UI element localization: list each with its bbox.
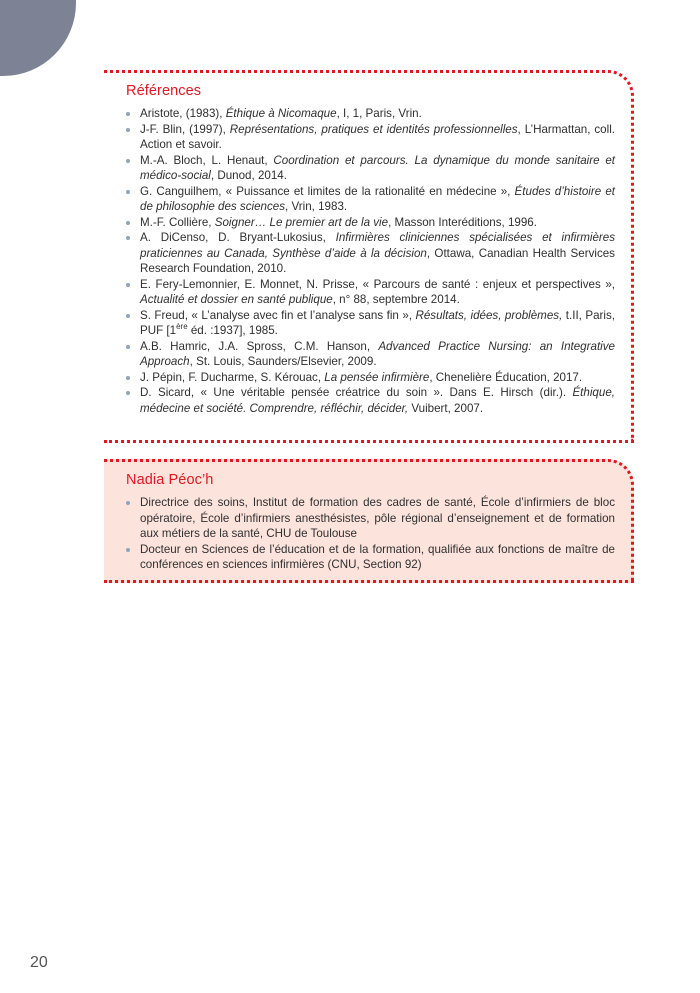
corner-decoration — [0, 0, 76, 76]
reference-item: J-F. Blin, (1997), Représentations, pratiques et identités professionnelles, L’Harmattan, coll. Action et savoir. — [126, 122, 615, 153]
reference-item: E. Fery-Lemonnier, E. Monnet, N. Prisse, « Parcours de santé : enjeux et perspectives », Actualité et dossier en santé publique, n° 88, septembre 2014. — [126, 277, 615, 308]
author-name: Nadia Péoc’h — [126, 472, 214, 488]
references-title: Références — [126, 83, 202, 99]
reference-item: M.-F. Collière, Soigner… Le premier art de la vie, Masson Interéditions, 1996. — [126, 215, 615, 231]
references-box — [104, 70, 634, 443]
reference-item: M.-A. Bloch, L. Henaut, Coordination et parcours. La dynamique du monde sanitaire et médico-social, Dunod, 2014. — [126, 153, 615, 184]
bio-item: Docteur en Sciences de l’éducation et de la formation, qualifiée aux fonctions de maître de conférences en sciences infirmières (CNU, Section 92) — [126, 542, 615, 573]
page-number: 20 — [30, 954, 48, 971]
reference-item: J. Pépin, F. Ducharme, S. Kérouac, La pensée infirmière, Chenelière Éducation, 2017. — [126, 370, 615, 386]
reference-item: A. DiCenso, D. Bryant-Lukosius, Infirmières cliniciennes spécialisées et infirmières praticiennes au Canada, Synthèse d’aide à la décision, Ottawa, Canadian Health Services Research Foundation, 2010. — [126, 230, 615, 277]
bullet-icon — [126, 548, 130, 552]
author-bio-list — [126, 495, 615, 573]
reference-item: Aristote, (1983), Éthique à Nicomaque, I, 1, Paris, Vrin. — [126, 106, 615, 122]
reference-item: A.B. Hamric, J.A. Spross, C.M. Hanson, Advanced Practice Nursing: an Integrative Approach, St. Louis, Saunders/Elsevier, 2009. — [126, 339, 615, 370]
bullet-icon — [126, 376, 130, 380]
reference-item: G. Canguilhem, « Puissance et limites de la rationalité en médecine », Études d’histoire et de philosophie des sciences, Vrin, 1983. — [126, 184, 615, 215]
bullet-icon — [126, 314, 130, 318]
bullet-icon — [126, 112, 130, 116]
bullet-icon — [126, 501, 130, 505]
author-box — [104, 459, 634, 583]
references-list — [126, 106, 615, 416]
reference-item: D. Sicard, « Une véritable pensée créatrice du soin ». Dans E. Hirsch (dir.). Éthique, médecine et société. Comprendre, réfléchir, décider, Vuibert, 2007. — [126, 385, 615, 416]
bullet-icon — [126, 345, 130, 349]
bullet-icon — [126, 128, 130, 132]
bullet-icon — [126, 391, 130, 395]
bio-item: Directrice des soins, Institut de formation des cadres de santé, École d’infirmiers de bloc opératoire, École d’infirmiers anesthésistes, pôle régional d’enseignement et de formation aux métiers de la santé, CHU de Toulouse — [126, 495, 615, 542]
bullet-icon — [126, 159, 130, 163]
bullet-icon — [126, 221, 130, 225]
bullet-icon — [126, 283, 130, 287]
bullet-icon — [126, 190, 130, 194]
bullet-icon — [126, 236, 130, 240]
reference-item: S. Freud, « L’analyse avec fin et l’analyse sans fin », Résultats, idées, problèmes, t.II, Paris, PUF [1ère éd. :1937], 1985. — [126, 308, 615, 339]
